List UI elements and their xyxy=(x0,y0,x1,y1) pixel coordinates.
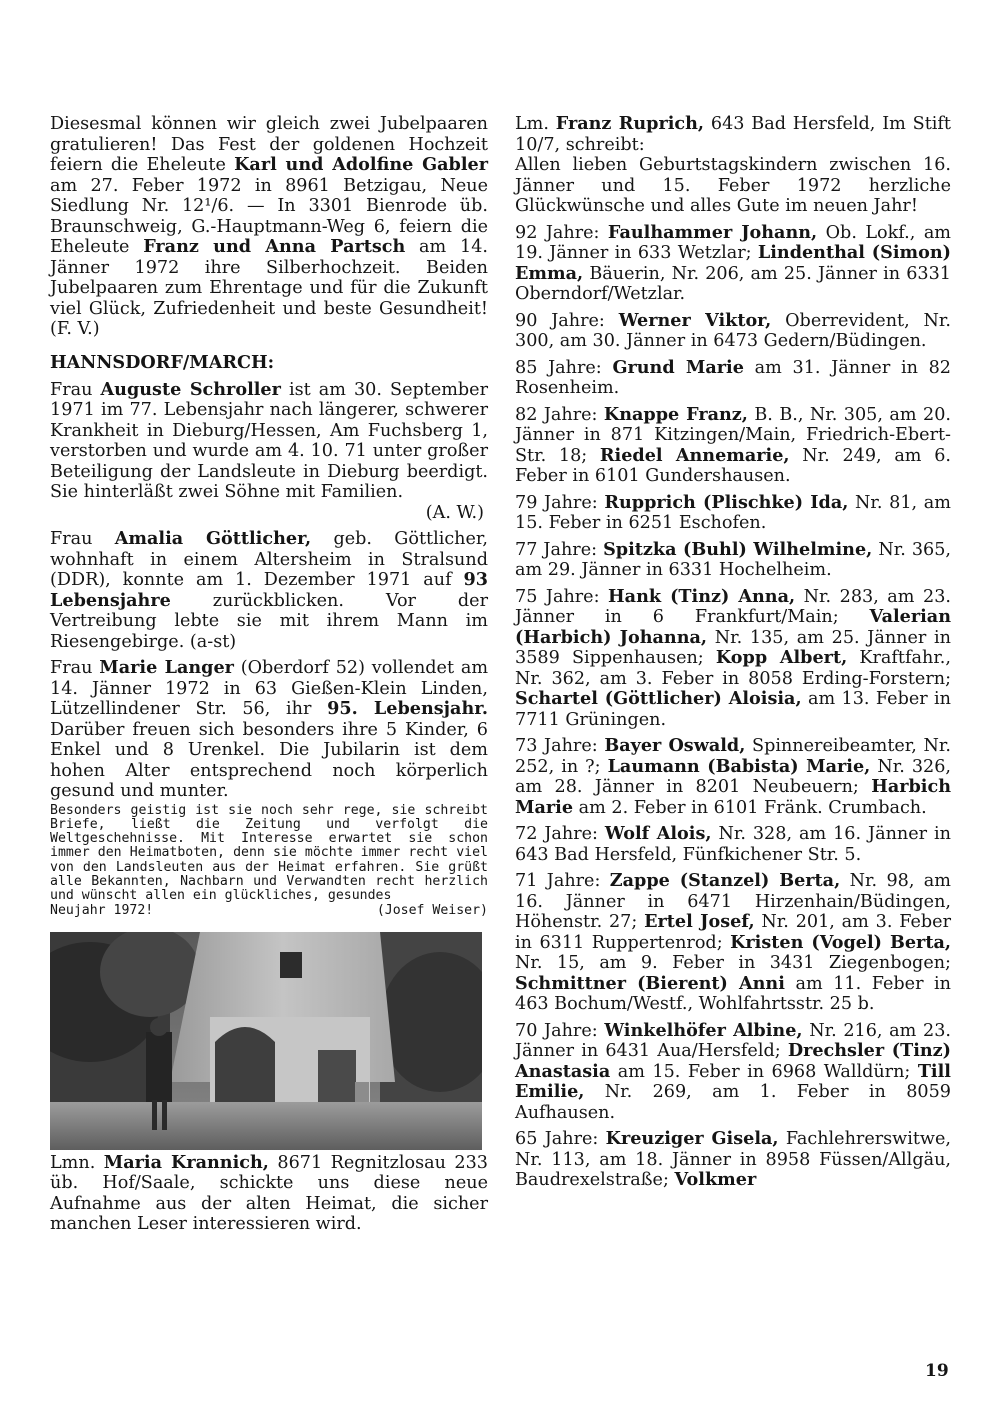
body-text: am 31. Jänner in 82 Rosenheim. xyxy=(515,357,951,398)
body-text: Frau xyxy=(50,658,100,678)
body-text: Fachlehrerswitwe, Nr. 113, am 18. Jänner in 8958 Füssen/Allgäu, Baudrexelstraße; xyxy=(515,1129,951,1190)
body-text: Nr. 269, am 1. Feber in 8059 Aufhausen. xyxy=(515,1082,951,1123)
body-text: zurückblicken. Vor der Vertreibung lebte sie mit ihrem Mann im Riesengebirge. (a-st) xyxy=(50,590,488,652)
birthday-entry xyxy=(515,311,951,352)
name-text: Schartel (Göttlicher) Aloisia, xyxy=(515,688,802,709)
birthday-entry xyxy=(515,824,951,865)
name-text: Amalia Göttlicher, xyxy=(114,528,312,549)
name-text: Volkmer xyxy=(674,1169,757,1190)
birthday-list xyxy=(515,223,951,1191)
name-text: Kristen (Vogel) Berta, xyxy=(730,931,951,953)
right-column xyxy=(515,114,951,1197)
name-text: Werner Viktor, xyxy=(618,309,772,331)
body-text: (Oberdorf 52) vollendet am 14. Jänner 1972 in 63 Gießen-Klein Linden, Lützellindener Str. 56, ihr xyxy=(50,658,488,719)
birthday-entry xyxy=(515,405,951,487)
body-text: am 2. Feber in 6101 Fränk. Crumbach. xyxy=(573,797,927,818)
body-text: 65 Jahre: xyxy=(515,1129,606,1149)
birthday-entry xyxy=(515,1129,951,1191)
name-text: Harbich Marie xyxy=(515,776,951,818)
name-text: Auguste Schroller xyxy=(100,378,281,400)
intro-paragraph xyxy=(515,114,951,155)
name-text: Winkelhöfer Albine, xyxy=(604,1019,803,1041)
name-text: Lindenthal (Simon) Emma, xyxy=(515,242,951,284)
body-text: Frau xyxy=(50,379,101,400)
body-text: Allen lieben Geburtstagskindern zwischen 16. Jänner und 15. Feber 1972 herzliche Glückwünsche und alles Gute im neuen Jahr! xyxy=(515,155,951,216)
name-text: Schmittner (Bierent) Anni xyxy=(515,972,785,994)
birthday-entry xyxy=(515,587,951,731)
page-number: 19 xyxy=(925,1361,949,1381)
name-text: Wolf Alois, xyxy=(604,823,712,844)
body-text: Lmn. xyxy=(50,1152,104,1173)
body-text: Ob. Lokf., am 19. Jänner in 633 Wetzlar; xyxy=(515,222,951,263)
photo-image xyxy=(50,932,482,1150)
body-text: am 11. Feber in 463 Bochum/Westf., Wohlfahrtsstr. 25 b. xyxy=(515,973,951,1014)
body-text: Lm. xyxy=(515,114,556,134)
name-text: Hank (Tinz) Anna, xyxy=(608,585,796,607)
small-print-text: Besonders geistig ist sie noch sehr rege, sie schreibt Briefe, ließt die Zeitung und verfolgt die Weltgeschehnisse. Mit Interesse erwartet sie schon immer den Heimatboten, denn sie möchte immer recht viel von den Landsleuten aus der Heimat erfahren. Sie grüßt alle Bekannten, Nachbarn und Verwandten recht herzlich und wünscht allen ein glückliches, gesundes xyxy=(50,802,488,904)
body-text: am 15. Feber in 6968 Walldürn; xyxy=(610,1061,918,1082)
intro-paragraph xyxy=(50,114,488,340)
body-text: Frau xyxy=(50,529,115,549)
body-text: B. B., Nr. 305, am 20. Jänner in 871 Kitzingen/Main, Friedrich-Ebert-Str. 18; xyxy=(515,404,951,466)
name-text: 93 Lebensjahre xyxy=(50,569,488,611)
birthday-paragraph xyxy=(50,658,488,802)
name-text: Bayer Oswald, xyxy=(604,735,746,756)
body-text: 8671 Regnitzlosau 233 üb. Hof/Saale, schickte uns diese neue Aufnahme aus der alten Heimat, die sicher manchen Leser interessieren wird. xyxy=(50,1152,488,1235)
body-text: geb. Göttlicher, wohnhaft in einem Altersheim in Stralsund (DDR), konnte am 1. Dezember 1971 auf xyxy=(50,529,488,590)
body-text: Diesesmal können wir gleich zwei Jubelpaaren gratulieren! Das Fest der goldenen Hochzeit feiern die Eheleute xyxy=(50,114,488,175)
name-text: 95. Lebensjahr. xyxy=(327,698,489,719)
body-text: Nr. 201, am 3. Feber in 6311 Ruppertenrod; xyxy=(515,912,951,953)
name-text: Kopp Albert, xyxy=(715,647,848,668)
body-text: ist am 30. September 1971 im 77. Lebensjahr nach längerer, schwerer Krankheit in Dieburg/Hessen, Am Fuchsberg 1, verstorben und wurde am 4. 10. 71 unter großer Beteiligung der Landsleute in Dieburg beerdigt. Sie hinterläßt zwei Söhne mit Familien. xyxy=(50,379,488,502)
small-print-last-line: Neujahr 1972! xyxy=(50,902,154,918)
name-text: Rupprich (Plischke) Ida, xyxy=(604,491,849,513)
birthday-entry xyxy=(515,358,951,399)
name-text: Karl und Adolfine Gabler xyxy=(234,154,488,175)
birthday-entry xyxy=(515,223,951,305)
birthday-entry xyxy=(515,493,951,534)
body-text: Darüber freuen sich besonders ihre 5 Kinder, 6 Enkel und 8 Urenkel. Die Jubilarin ist dem hohen Alter entsprechend noch körperlich gesund und munter. xyxy=(50,719,488,801)
name-text: Franz und Anna Partsch xyxy=(143,236,406,257)
small-print-paragraph xyxy=(50,804,488,918)
body-text: 71 Jahre: xyxy=(515,871,610,891)
name-text: Spitzka (Buhl) Wilhelmine, xyxy=(603,538,873,560)
birthday-entry xyxy=(515,871,951,1015)
body-text: Nr. 328, am 16. Jänner in 643 Bad Hersfeld, Fünfkichener Str. 5. xyxy=(515,824,951,865)
greeting-paragraph xyxy=(515,155,951,217)
name-text: Valerian (Harbich) Johanna, xyxy=(515,606,951,648)
obituary-paragraph xyxy=(50,380,488,503)
body-text: Nr. 326, am 28. Jänner in 8201 Neubeuern; xyxy=(515,756,951,797)
body-text: Nr. 216, am 23. Jänner in 6431 Aua/Hersfeld; xyxy=(515,1020,951,1061)
body-text: Nr. 15, am 9. Feber in 3431 Ziegenbogen; xyxy=(515,953,951,973)
body-text: 90 Jahre: xyxy=(515,310,619,331)
body-text: 75 Jahre: xyxy=(515,586,609,607)
name-text: Drechsler (Tinz) Anastasia xyxy=(515,1040,951,1082)
body-text: Spinnereibeamter, Nr. 252, in ?; xyxy=(515,736,951,777)
body-text: Oberrevident, Nr. 300, am 30. Jänner in 6473 Gedern/Büdingen. xyxy=(515,310,951,351)
body-text: am 27. Feber 1972 in 8961 Betzigau, Neue Siedlung Nr. 12¹/6. — In 3301 Bienrode üb. Braunschweig, G.-Hauptmann-Weg 6, feiern die Eheleute xyxy=(50,175,488,257)
name-text: Maria Krannich, xyxy=(103,1151,269,1173)
small-print-signature-line xyxy=(50,904,488,918)
birthday-entry xyxy=(515,736,951,818)
section-heading: HANNSDORF/MARCH: xyxy=(50,351,275,373)
body-text: 79 Jahre: xyxy=(515,492,605,513)
birthday-paragraph xyxy=(50,529,488,652)
name-text: Zappe (Stanzel) Berta, xyxy=(609,870,841,891)
body-text: Nr. 365, am 29. Jänner in 6331 Hochelheim. xyxy=(515,539,951,580)
body-text: 77 Jahre: xyxy=(515,539,604,560)
photo-caption xyxy=(50,1153,488,1235)
body-text: 82 Jahre: xyxy=(515,404,604,425)
name-text: Till Emilie, xyxy=(515,1060,951,1102)
name-text: Riedel Annemarie, xyxy=(599,444,790,466)
name-text: Franz Ruprich, xyxy=(555,113,705,134)
name-text: Laumann (Babista) Marie, xyxy=(607,755,871,777)
signature: (A. W.) xyxy=(425,502,484,523)
name-text: Marie Langer xyxy=(99,657,234,678)
body-text: 70 Jahre: xyxy=(515,1020,605,1041)
left-column xyxy=(50,114,488,1241)
birthday-entry xyxy=(515,540,951,581)
body-text: Bäuerin, Nr. 206, am 25. Jänner in 6331 Oberndorf/Wetzlar. xyxy=(515,263,951,304)
name-text: Grund Marie xyxy=(612,356,744,378)
body-text: am 13. Feber in 7711 Grüningen. xyxy=(515,689,951,730)
body-text: 73 Jahre: xyxy=(515,736,605,756)
name-text: Faulhammer Johann, xyxy=(607,221,818,243)
body-text: 643 Bad Hersfeld, Im Stift 10/7, schreibt: xyxy=(515,114,951,155)
body-text: Kraftfahr., Nr. 362, am 3. Feber in 8058 Erding-Forstern; xyxy=(515,648,951,689)
body-text: 85 Jahre: xyxy=(515,357,613,378)
photo xyxy=(50,932,482,1150)
name-text: Ertel Josef, xyxy=(644,911,755,932)
body-text: 92 Jahre: xyxy=(515,222,608,243)
name-text: Knappe Franz, xyxy=(603,403,748,425)
body-text: Nr. 135, am 25. Jänner in 3589 Sippenhausen; xyxy=(515,627,951,668)
body-text: Nr. 81, am 15. Feber in 6251 Eschofen. xyxy=(515,492,951,533)
body-text: Nr. 98, am 16. Jänner in 6471 Hirzenhain/Büdingen, Höhenstr. 27; xyxy=(515,871,951,932)
body-text: Nr. 249, am 6. Feber in 6101 Gundershausen. xyxy=(515,445,951,486)
small-print-signature: (Josef Weiser) xyxy=(376,902,488,918)
body-text: am 14. Jänner 1972 ihre Silberhochzeit. Beiden Jubelpaaren zum Ehrentage und für die Zukunft viel Glück, Zufriedenheit und beste Gesundheit! (F. V.) xyxy=(50,237,488,339)
birthday-entry xyxy=(515,1021,951,1124)
body-text: Nr. 283, am 23. Jänner in 6 Frankfurt/Main; xyxy=(515,586,951,627)
body-text: 72 Jahre: xyxy=(515,824,605,844)
name-text: Kreuziger Gisela, xyxy=(605,1128,779,1149)
